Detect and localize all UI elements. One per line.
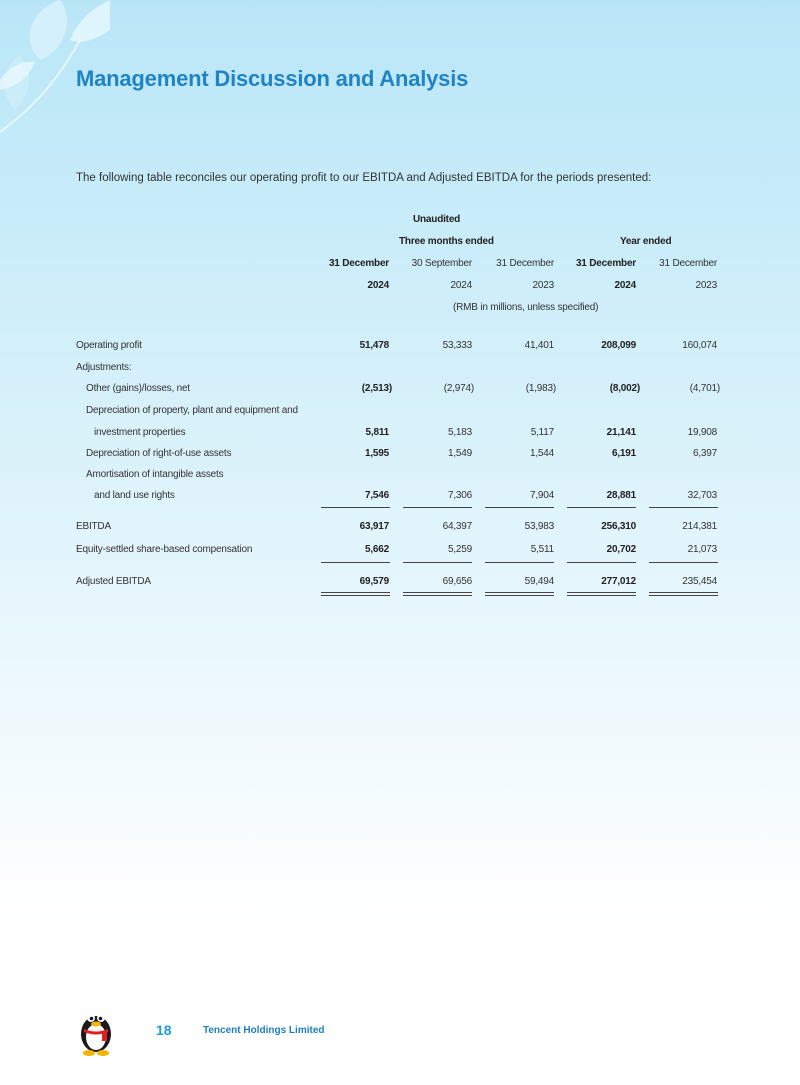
total-double-rule bbox=[649, 592, 718, 596]
cell-value: 5,259 bbox=[447, 544, 472, 555]
row-label-other-gains-losses: Other (gains)/losses, net bbox=[86, 383, 190, 394]
page-title: Management Discussion and Analysis bbox=[76, 66, 469, 91]
col-date-3: 31 December bbox=[496, 258, 554, 269]
col-date-4: 31 December bbox=[575, 258, 636, 269]
total-double-rule bbox=[485, 592, 554, 596]
cell-value: 5,183 bbox=[447, 427, 472, 438]
cell-value: 277,012 bbox=[601, 576, 636, 587]
cell-value: 51,478 bbox=[359, 340, 389, 351]
cell-value: 7,904 bbox=[529, 490, 554, 501]
subtotal-rule bbox=[567, 507, 636, 508]
subtotal-rule bbox=[649, 562, 718, 563]
cell-value: (2,974) bbox=[443, 383, 474, 394]
cell-value: 208,099 bbox=[601, 340, 636, 351]
cell-value: 53,983 bbox=[524, 521, 554, 532]
penguin-mascot-icon bbox=[76, 1004, 116, 1056]
row-label-amortisation: Amortisation of intangible assets bbox=[86, 469, 224, 480]
cell-value: 7,306 bbox=[447, 490, 472, 501]
cell-value: 21,141 bbox=[606, 427, 636, 438]
unit-note: (RMB in millions, unless specified) bbox=[453, 302, 599, 313]
cell-value: (1,983) bbox=[525, 383, 556, 394]
cell-value: 235,454 bbox=[682, 576, 717, 587]
cell-value: 41,401 bbox=[524, 340, 554, 351]
cell-value: 5,662 bbox=[364, 544, 389, 555]
cell-value: 256,310 bbox=[601, 521, 636, 532]
col-date-1: 31 December bbox=[328, 258, 389, 269]
cell-value: 6,397 bbox=[692, 448, 717, 459]
total-double-rule bbox=[321, 592, 390, 596]
cell-value: 1,549 bbox=[447, 448, 472, 459]
cell-value: 20,702 bbox=[606, 544, 636, 555]
cell-value: 32,703 bbox=[687, 490, 717, 501]
total-double-rule bbox=[567, 592, 636, 596]
row-label-depreciation-ppe: Depreciation of property, plant and equipment and bbox=[86, 405, 298, 416]
cell-value: 63,917 bbox=[359, 521, 389, 532]
cell-value: 5,511 bbox=[530, 544, 554, 555]
cell-value: 5,811 bbox=[365, 427, 389, 438]
row-label-land-use-rights: and land use rights bbox=[94, 490, 175, 501]
cell-value: 69,579 bbox=[359, 576, 389, 587]
subtotal-rule bbox=[403, 507, 472, 508]
cell-value: (2,513) bbox=[361, 383, 392, 394]
subtotal-rule bbox=[321, 562, 390, 563]
row-label-adjusted-ebitda: Adjusted EBITDA bbox=[76, 576, 151, 587]
row-label-share-based-compensation: Equity-settled share-based compensation bbox=[76, 544, 253, 555]
cell-value: 69,656 bbox=[442, 576, 472, 587]
subtotal-rule bbox=[567, 562, 636, 563]
cell-value: 1,544 bbox=[529, 448, 554, 459]
cell-value: 160,074 bbox=[682, 340, 717, 351]
cell-value: (8,002) bbox=[609, 383, 640, 394]
cell-value: 214,381 bbox=[682, 521, 717, 532]
cell-value: 6,191 bbox=[611, 448, 636, 459]
col-year-1: 2024 bbox=[367, 280, 389, 291]
cell-value: 1,595 bbox=[364, 448, 389, 459]
col-date-2: 30 September bbox=[411, 258, 472, 269]
cell-value: 19,908 bbox=[687, 427, 717, 438]
cell-value: 53,333 bbox=[442, 340, 472, 351]
subtotal-rule bbox=[403, 562, 472, 563]
row-label-operating-profit: Operating profit bbox=[76, 340, 142, 351]
cell-value: 21,073 bbox=[687, 544, 717, 555]
row-label-adjustments: Adjustments: bbox=[76, 362, 132, 373]
page-number: 18 bbox=[156, 1022, 172, 1038]
three-months-ended-header: Three months ended bbox=[399, 236, 494, 247]
cell-value: 28,881 bbox=[606, 490, 636, 501]
cell-value: 7,546 bbox=[364, 490, 389, 501]
year-ended-header: Year ended bbox=[620, 236, 672, 247]
col-year-5: 2023 bbox=[695, 280, 717, 291]
col-year-2: 2024 bbox=[450, 280, 472, 291]
intro-text: The following table reconciles our operating profit to our EBITDA and Adjusted EBITDA for the periods presented: bbox=[76, 172, 652, 184]
col-year-4: 2024 bbox=[614, 280, 636, 291]
cell-value: (4,701) bbox=[689, 383, 720, 394]
row-label-investment-properties: investment properties bbox=[94, 427, 186, 438]
subtotal-rule bbox=[485, 507, 554, 508]
cell-value: 5,117 bbox=[530, 427, 554, 438]
unaudited-header: Unaudited bbox=[413, 214, 461, 225]
company-name: Tencent Holdings Limited bbox=[203, 1025, 325, 1036]
row-label-depreciation-rou: Depreciation of right-of-use assets bbox=[86, 448, 232, 459]
col-year-3: 2023 bbox=[532, 280, 554, 291]
row-label-ebitda: EBITDA bbox=[76, 521, 111, 532]
cell-value: 59,494 bbox=[524, 576, 554, 587]
cell-value: 64,397 bbox=[442, 521, 472, 532]
col-date-5: 31 December bbox=[659, 258, 717, 269]
subtotal-rule bbox=[321, 507, 390, 508]
subtotal-rule bbox=[649, 507, 718, 508]
subtotal-rule bbox=[485, 562, 554, 563]
total-double-rule bbox=[403, 592, 472, 596]
